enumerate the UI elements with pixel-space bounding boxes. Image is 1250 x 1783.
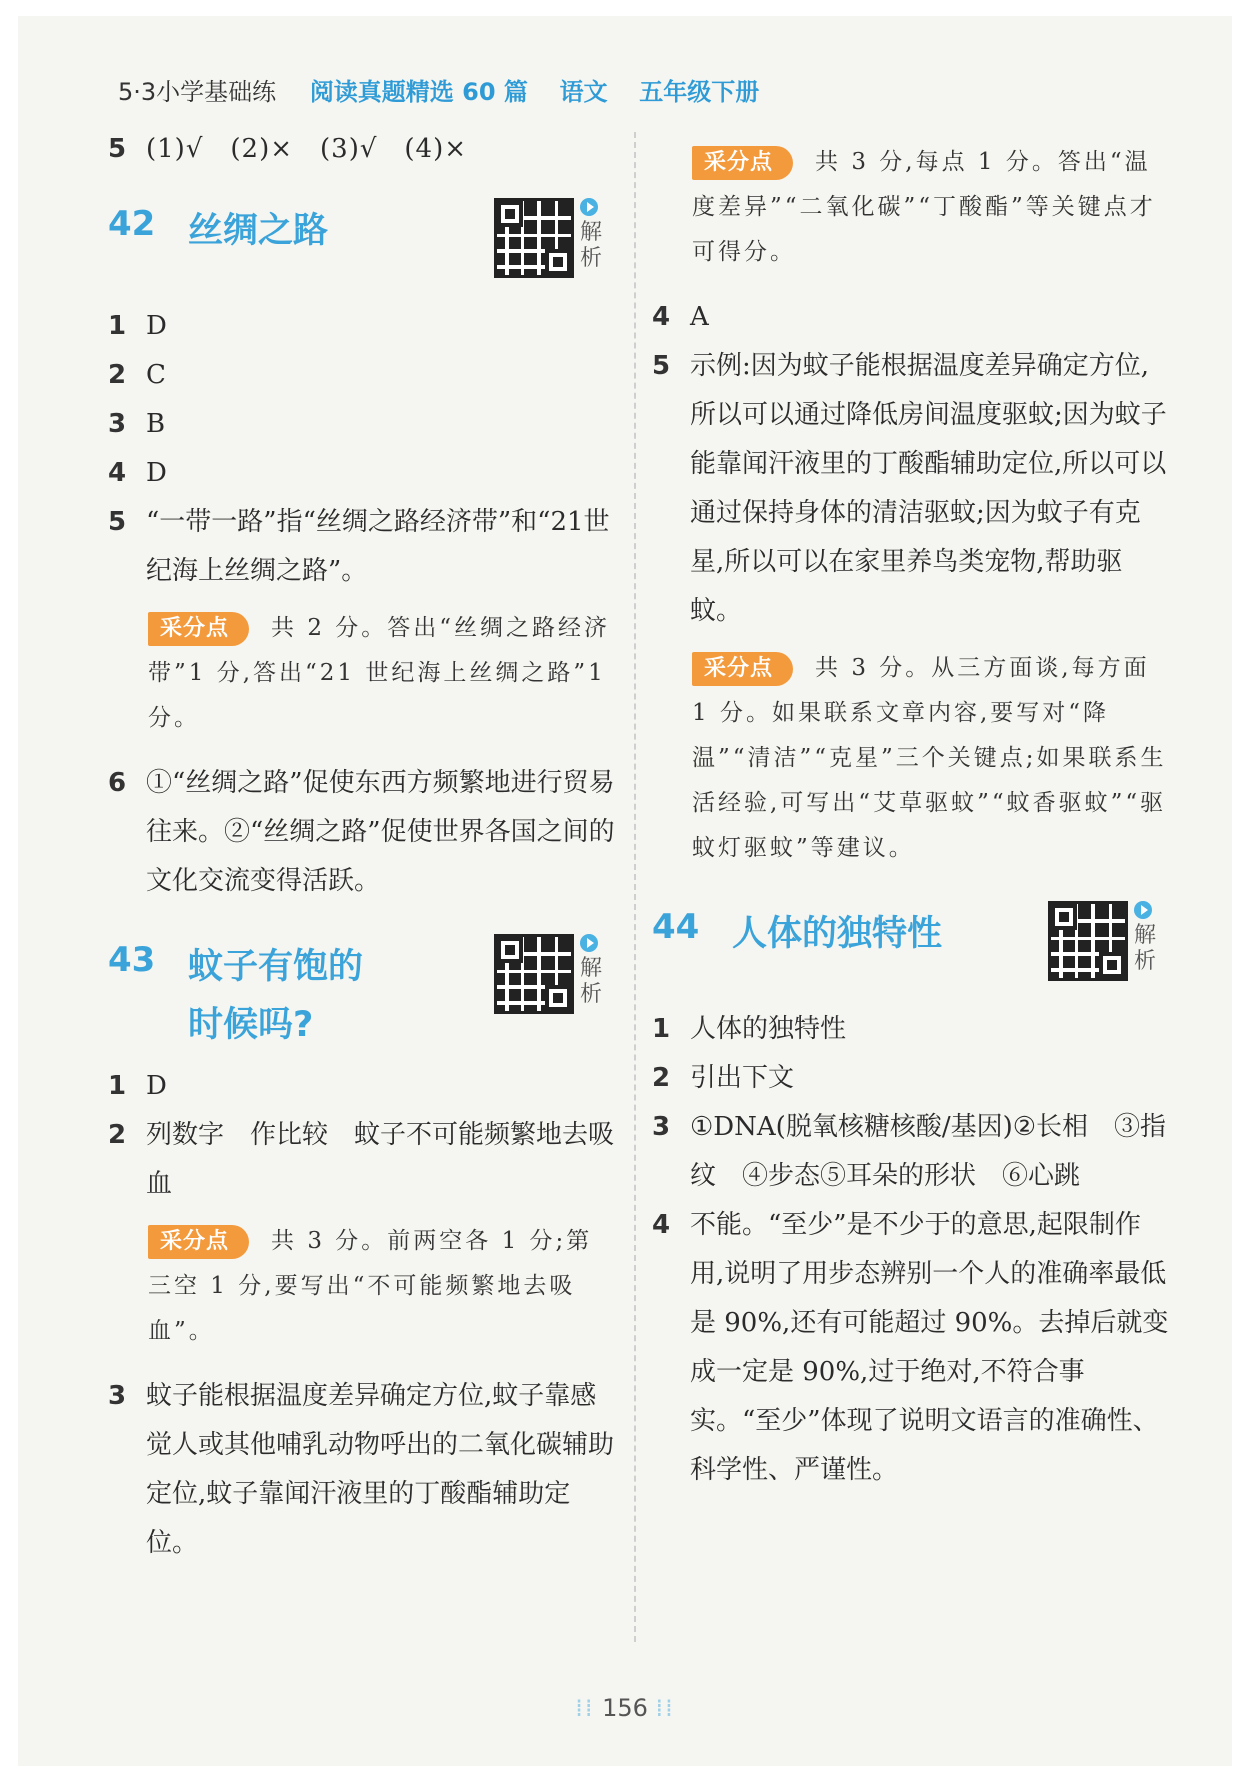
- scoring-text: 共 3 分,每点 1 分。答出“温度差异”“二氧化碳”“丁酸酯”等关键点才可得分。: [692, 149, 1156, 265]
- answer-number: 2: [108, 360, 127, 390]
- play-icon[interactable]: [580, 198, 598, 216]
- answer-text: B: [146, 409, 166, 439]
- scoring-text: 共 3 分。前两空各 1 分;第三空 1 分,要写出“不可能频繁地去吸血”。: [148, 1228, 593, 1344]
- section-title-43: [108, 928, 618, 1048]
- section-title-44: [652, 895, 1172, 991]
- section-number: 43: [108, 940, 156, 980]
- answer-text: 示例:因为蚊子能根据温度差异确定方位,所以可以通过降低房间温度驱蚊;因为蚊子能靠闻汗液里的丁酸酯辅助定位,所以可以通过保持身体的清洁驱蚊;因为蚊子有克星,所以可以在家里养鸟类宠物,帮助驱蚊。: [690, 351, 1167, 626]
- analysis-label: 解析: [579, 220, 602, 271]
- play-icon[interactable]: [580, 934, 598, 952]
- answer-number: 5: [108, 134, 127, 164]
- answer-item: [108, 498, 618, 596]
- answer-number: 5: [108, 507, 127, 537]
- subject-label: 语文: [559, 78, 608, 106]
- answer-text: 引出下文: [690, 1063, 795, 1093]
- answer-text: (1)√ (2)× (3)√ (4)×: [146, 134, 468, 164]
- answer-item: [108, 351, 618, 400]
- answer-text: C: [146, 360, 166, 390]
- score-badge: 采分点: [148, 612, 249, 646]
- answer-number: 3: [108, 409, 127, 439]
- answer-number: 4: [652, 302, 671, 332]
- answer-item: [108, 759, 618, 906]
- score-badge: 采分点: [148, 1225, 249, 1259]
- qr-code-icon[interactable]: [494, 934, 574, 1014]
- answer-item: [652, 1201, 1172, 1495]
- answer-text: D: [146, 458, 167, 488]
- answer-item: [108, 400, 618, 449]
- play-icon[interactable]: [1134, 901, 1152, 919]
- analysis-label: 解析: [1133, 923, 1156, 974]
- section-name-line: 蚊子有饱的: [188, 947, 364, 987]
- section-name: [188, 938, 363, 1054]
- answer-number: 6: [108, 768, 127, 798]
- book-title: 阅读真题精选 60 篇: [309, 78, 528, 106]
- answer-item: [108, 302, 618, 351]
- answer-item: [652, 1103, 1172, 1201]
- answer-number: 1: [108, 1071, 127, 1101]
- series-name: 5·3小学基础练: [118, 78, 277, 106]
- scoring-note: [692, 140, 1172, 275]
- answer-item: [108, 1062, 618, 1111]
- answer-item: [108, 449, 618, 498]
- column-divider: [634, 132, 636, 1642]
- answer-number: 2: [108, 1120, 127, 1150]
- answer-number: 3: [652, 1112, 671, 1142]
- answer-item: [652, 293, 1172, 342]
- answer-text: 人体的独特性: [690, 1014, 847, 1044]
- scoring-note: [692, 646, 1172, 871]
- answer-number: 3: [108, 1381, 127, 1411]
- analysis-label: 解析: [579, 956, 602, 1007]
- answer-number: 2: [652, 1063, 671, 1093]
- section-name-line: 时候吗?: [188, 1005, 314, 1045]
- left-column: [108, 125, 618, 1568]
- section-name: 人体的独特性: [732, 914, 943, 954]
- answer-text: ①“丝绸之路”促使东西方频繁地进行贸易往来。②“丝绸之路”促使世界各国之间的文化交流变得活跃。: [146, 768, 615, 896]
- footer-dots-left: ⁞⁞: [575, 1694, 595, 1722]
- scoring-note: [148, 1219, 618, 1354]
- answer-item: [108, 1372, 618, 1568]
- section-number: 44: [652, 907, 700, 947]
- qr-code-icon[interactable]: [494, 198, 574, 278]
- answer-number: 4: [652, 1210, 671, 1240]
- section-title-42: [108, 192, 618, 288]
- footer-dots-right: ⁞⁞: [655, 1694, 675, 1722]
- scoring-note: [148, 606, 618, 741]
- answer-item: [652, 1054, 1172, 1103]
- answer-text: “一带一路”指“丝绸之路经济带”和“21世纪海上丝绸之路”。: [146, 507, 610, 586]
- answer-item: [108, 125, 618, 174]
- right-column: [652, 140, 1172, 1495]
- section-name: 丝绸之路: [188, 211, 329, 251]
- answer-item: [108, 1111, 618, 1209]
- answer-text: 蚊子能根据温度差异确定方位,蚊子靠感觉人或其他哺乳动物呼出的二氧化碳辅助定位,蚊子靠闻汗液里的丁酸酯辅助定位。: [146, 1381, 615, 1558]
- page-footer: [0, 1694, 1250, 1722]
- answer-number: 1: [652, 1014, 671, 1044]
- score-badge: 采分点: [692, 652, 793, 686]
- grade-label: 五年级下册: [639, 78, 760, 106]
- answer-text: 不能。“至少”是不少于的意思,起限制作用,说明了用步态辨别一个人的准确率最低是 90%,还有可能超过 90%。去掉后就变成一定是 90%,过于绝对,不符合事实。“至少”体现了说明文语言的准确性、科学性、严谨性。: [690, 1210, 1169, 1485]
- answer-text: D: [146, 1071, 167, 1101]
- answer-text: D: [146, 311, 167, 341]
- scoring-text: 共 3 分。从三方面谈,每方面 1 分。如果联系文章内容,要写对“降温”“清洁”“克星”三个关键点;如果联系生活经验,可写出“艾草驱蚊”“蚊香驱蚊”“驱蚊灯驱蚊”等建议。: [692, 655, 1167, 861]
- running-header: [118, 72, 759, 107]
- answer-item: [652, 342, 1172, 636]
- scoring-text: 共 2 分。答出“丝绸之路经济带”1 分,答出“21 世纪海上丝绸之路”1 分。: [148, 615, 611, 731]
- section-number: 42: [108, 204, 156, 244]
- answer-text: ①DNA(脱氧核糖核酸/基因)②长相 ③指纹 ④步态⑤耳朵的形状 ⑥心跳: [690, 1112, 1167, 1191]
- answer-number: 5: [652, 351, 671, 381]
- qr-code-icon[interactable]: [1048, 901, 1128, 981]
- answer-text: 列数字 作比较 蚊子不可能频繁地去吸血: [146, 1120, 615, 1199]
- answer-number: 1: [108, 311, 127, 341]
- page-number: 156: [602, 1694, 648, 1722]
- answer-text: A: [690, 302, 709, 332]
- answer-number: 4: [108, 458, 127, 488]
- score-badge: 采分点: [692, 146, 793, 180]
- answer-item: [652, 1005, 1172, 1054]
